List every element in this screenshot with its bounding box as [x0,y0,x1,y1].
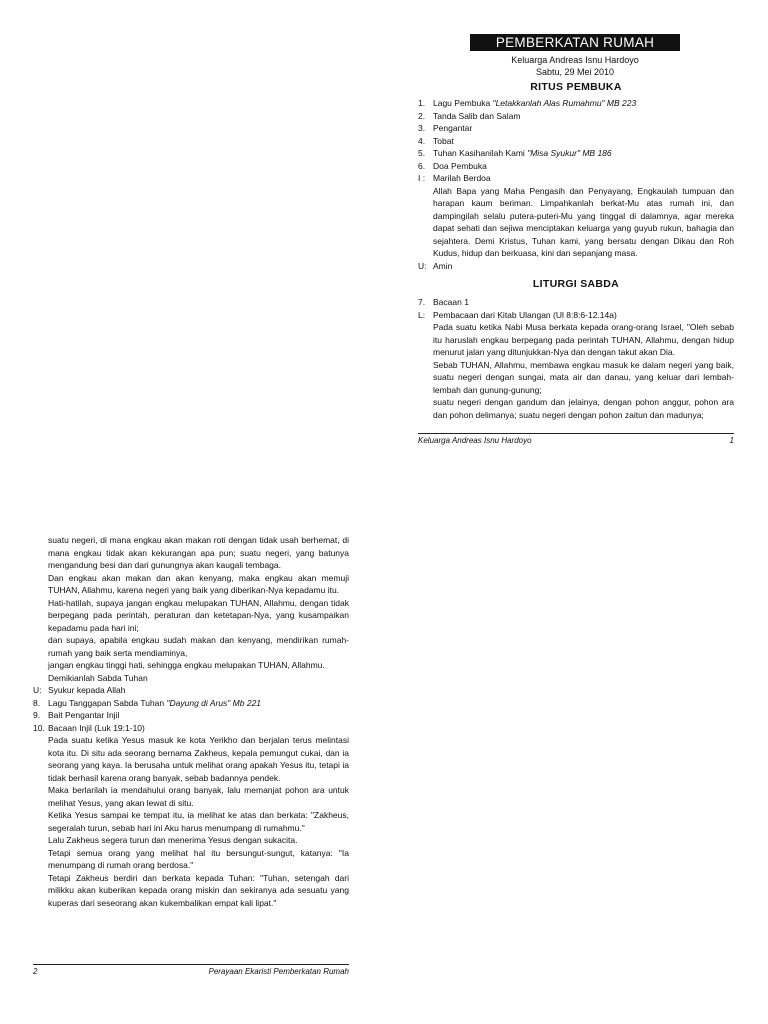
response-amen [418,260,734,273]
gospel-paragraph: Tetapi semua orang yang melihat hal itu bersungut-sungut, katanya: "Ia menumpang di rumah orang berdosa." [48,847,349,870]
list-item [418,147,734,160]
gospel-paragraph: Tetapi Zakheus berdiri dan berkata kepada Tuhan: "Tuhan, setengah dari milikku akan kuberikan kepada orang miskin dan sekiranya ada sesuatu yang kuperas dari seseorang akan kukembalikan empat kali lipat." [48,872,349,908]
item-text: Amin [433,260,453,271]
list-item [418,97,734,110]
item-text: Bacaan Injil (Luk 19:1-10) [48,722,145,733]
list-item [418,110,734,123]
item-text: Doa Pembuka [433,160,487,171]
gospel-paragraph: Maka berlarilah ia mendahului orang banyak, lalu memanjat pohon ara untuk melihat Yesus, yang akan lewat di situ. [48,785,349,808]
item-text: Bait Pengantar Injil [48,710,120,720]
page-footer [33,964,349,976]
item-number: 10. [33,722,45,733]
reading-paragraph: suatu negeri, di mana engkau akan makan roti dengan tidak usah berhemat, di mana engkau tidak akan kekurangan apa pun; suatu negeri, yang batunya mengandung besi dan dari gunungnya akan kaugali tembaga. [48,535,349,570]
page-title: PEMBERKATAN RUMAH [470,34,680,51]
reading-paragraph: Sebab TUHAN, Allahmu, membawa engkau masuk ke dalam negeri yang baik, suatu negeri dengan sungai, mata air dan danau, yang keluar dari lembah-lembah dan gunung-gunung; [433,359,734,395]
section-heading-liturgi-sabda: LITURGI SABDA [532,278,620,290]
song-reference: "Letakkanlah Alas Rumahmu" MB 223 [492,98,637,108]
list-item [33,709,349,722]
booklet-page-2 [33,534,349,909]
item-text: Marilah Berdoa [433,173,491,183]
item-number: 7. [418,297,426,307]
item-number: 3. [418,123,426,133]
item-number: 5. [418,148,426,158]
item-text: Pembacaan dari Kitab Ulangan (Ul 8:8:6-12.14a) [433,309,617,320]
reading-paragraph: jangan engkau tinggi hati, sehingga engkau melupakan TUHAN, Allahmu. [48,660,325,670]
page-number: 2 [33,967,38,976]
gospel-paragraph: Pada suatu ketika Yesus masuk ke kota Yerikho dan berjalan terus melintasi kota itu. Di situ ada seorang bernama Zakheus, kepala pemungut cukai, dan ia seorang yang kaya. Ia berusaha untuk melihat orang apakah Yesus itu, tetapi ia tidak berhasil karena orang banyak, sebab badannya pendek. [48,735,349,783]
item-text: Bacaan 1 [433,297,469,307]
list-item [33,684,349,697]
item-number: U: [33,685,42,695]
item-number: L: [418,309,426,320]
item-text: Lagu Tanggapan Sabda Tuhan [48,697,167,708]
reading-paragraph: Pada suatu ketika Nabi Musa berkata kepada orang-orang Israel, "Oleh sebab itu haruslah engkau berpegang pada perintah TUHAN, Allahmu, dengan hidup menurut jalan yang ditunjukkan-Nya dan dengan takut akan Dia. [433,322,734,357]
list-item [33,697,349,710]
footer-right-text: Perayaan Ekaristi Pemberkatan Rumah [208,967,349,976]
item-number: 2. [418,110,426,121]
item-number: 1. [418,98,426,108]
reading-paragraph: suatu negeri dengan gandum dan jelainya, dengan pohon anggur, pohon ara dan pohon delimanya; suatu negeri dengan pohon zaitun dan madunya; [433,397,734,420]
song-reference: "Dayung di Arus" Mb 221 [166,697,262,708]
item-number: U: [418,260,427,271]
booklet-page-1 [418,34,734,421]
list-item [418,122,734,135]
section-heading-ritus-pembuka: RITUS PEMBUKA [530,81,622,93]
list-item [418,135,734,148]
opening-prayer: Allah Bapa yang Maha Pengasih dan Penyayang, Engkaulah tumpuan dan harapan kaum beriman. Limpahkanlah berkat-Mu atas rumah ini, dan dampingilah selalu putera-puteri-Mu yang tinggal di dalamnya, agar mereka dapat sehati dan sejiwa menciptakan keluarga yang guyub rukun, bahagia dan sejahtera. Demi Kristus, Tuhan kami, yang bersatu dengan Dikau dan Roh Kudus, hidup dan berkuasa, kini dan sepanjang masa. [433,185,734,258]
page-number: 1 [729,436,734,445]
item-text: Tuhan Kasihanilah Kami [433,148,528,158]
list-item [33,722,349,735]
item-number: 4. [418,135,426,146]
song-reference: "Misa Syukur" MB 186 [527,148,612,158]
event-date: Sabtu, 29 Mei 2010 [535,67,615,77]
reading-paragraph: dan supaya, apabila engkau sudah makan dan kenyang, mendirikan rumah-rumah yang baik serta mendiaminya, [48,635,349,658]
list-item [418,160,734,173]
list-item [418,296,734,309]
item-text: Tanda Salib dan Salam [433,110,521,121]
item-number: I : [418,173,426,183]
reading-closing: Demikianlah Sabda Tuhan [48,672,148,683]
page-footer [418,433,734,445]
family-name: Keluarga Andreas Isnu Hardoyo [511,55,639,65]
item-number: 8. [33,697,41,708]
list-item [418,309,734,322]
item-text: Lagu Pembuka [433,98,493,108]
item-number: 6. [418,160,426,171]
footer-left-text: Keluarga Andreas Isnu Hardoyo [418,436,532,445]
reading-paragraph: Hati-hatilah, supaya jangan engkau melupakan TUHAN, Allahmu, dengan tidak berpegang pada perintah, peraturan dan ketetapan-Nya, yang kusampaikan kepadamu pada hari ini; [48,597,349,633]
gospel-paragraph: Lalu Zakheus segera turun dan menerima Yesus dengan sukacita. [48,835,298,845]
item-text: Syukur kepada Allah [48,685,126,695]
item-text: Pengantar [433,123,473,133]
gospel-paragraph: Ketika Yesus sampai ke tempat itu, ia melihat ke atas dan berkata: "Zakheus, segeralah turun, sebab hari ini Aku harus menumpang di rumahmu." [48,810,349,833]
item-number: 9. [33,710,41,720]
reading-paragraph: Dan engkau akan makan dan akan kenyang, maka engkau akan memuji TUHAN, Allahmu, karena negeri yang baik yang diberikan-Nya kepadamu itu. [48,572,349,595]
list-item [418,172,734,185]
item-text: Tobat [433,135,454,146]
